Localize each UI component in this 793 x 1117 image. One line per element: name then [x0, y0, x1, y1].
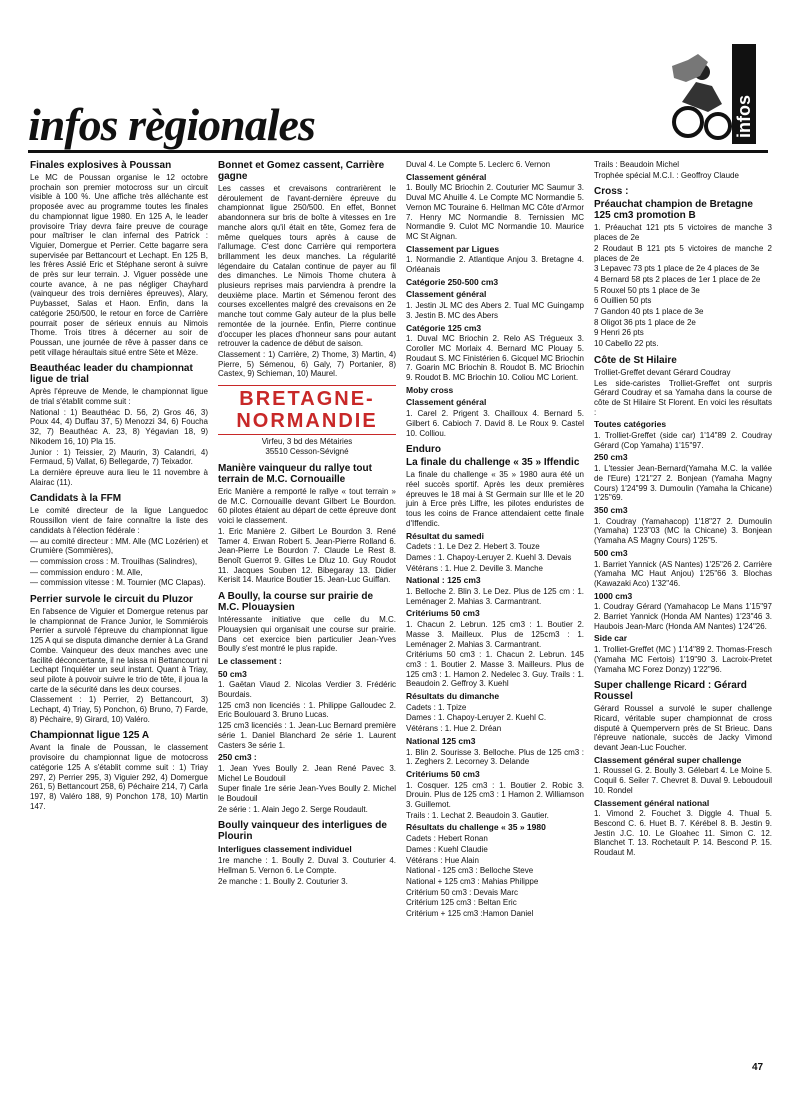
sub-heading: 250 cm3 — [594, 452, 628, 463]
sub-heading: Classement général — [406, 171, 487, 182]
article-title: A Boully, la course sur prairie de M.C. Plouaysien — [218, 591, 374, 614]
article-text: 5 Rouxel 50 pts 1 place de 3e — [594, 285, 700, 295]
article-text: National : 1) Beauthéac D. 56, 2) Gros 46, 3) Poux 44, 4) Duffau 37, 5) Menozzi 34, 6) Foucha 32, 7) Beauthéac A. 23, 8) Yégavian 18, 9) Nikodem 16, 10) Pla 15. — [30, 407, 208, 446]
article-text: Trails : Beaudoin Michel — [594, 160, 680, 169]
page-number: 47 — [752, 1062, 764, 1073]
sub-heading: 250 cm3 : — [218, 752, 257, 763]
article-text: 10 Cabello 22 pts. — [594, 339, 659, 349]
article-text: 1. Coudray (Yamahacop) 1'18"27 2. Dumoulin (Yamaha) 1'23"03 (MC la Chicane) 3. Bonjean (Yamaha AS Magny Cours) 1'25"5. — [594, 516, 772, 546]
article-text: Classement : 1) Perrier, 2) Bettancourt, 3) Lechapt, 4) Triay, 5) Ponchon, 6) Bruno, 7) Farde, 8) Péchaire, 9) Girard, 10) Valéro. — [30, 695, 208, 724]
article-text: Intéressante initiative que celle du M.C. Plouaysien qui organisait une course sur prairie. Dans cet exercice bien particulier Jean-Yves Boully s'est montré le plus rapide. — [218, 615, 396, 654]
region-banner — [218, 385, 396, 435]
article-text: 1. Duval MC Briochin 2. Relo AS Trégueux 3. Coroller MC Morlaix 4. Bernard MC Plouay 5. Roudaut S. MC Finistérien 6. Gicquel MC Briochin 7. Goarin MC Briochin 8. Roudot B. MC Briochin 9. Roudot B. MC Briochin 10. Coliou MC Lorient. — [406, 334, 584, 383]
sub-heading: Classement général super challenge — [594, 754, 742, 765]
sub-heading: Classement général national — [594, 797, 710, 808]
article-text: National + 125 cm3 : Mahias Philippe — [406, 877, 539, 886]
column-1 — [30, 160, 208, 812]
column-4 — [594, 160, 772, 859]
region-name-line-1: BRETAGNE- — [239, 388, 375, 411]
article-text: Critérium 125 cm3 : Beltan Eric — [406, 898, 517, 908]
sub-heading: Interligues classement individuel — [218, 844, 352, 855]
article-text: 1. Gaëtan Viaud 2. Nicolas Verdier 3. Frédéric Bourdais. — [218, 680, 396, 700]
article-text: Duval 4. Le Compte 5. Leclerc 6. Vernon — [406, 160, 551, 169]
sub-heading: Résultat du samedi — [406, 530, 484, 541]
article-text: 1. Cosquer. 125 cm3 : 1. Boutier 2. Robic 3. Drouin. Plus de 125 cm3 : 1 Hamon 2. Williamson 3. Guillemot. — [406, 780, 584, 810]
sub-heading: Toutes catégories — [594, 419, 667, 430]
article-text: Le MC de Poussan organise le 12 octobre prochain son premier motocross sur un circuit visible à 100 %. Une affiche très alléchante est proposée avec au programme toutes les finales du championnat ligue 1980. En 125 A, le leader provisoire Triay devra faire preuve de courage pour maîtriser le clan infernal des Patrick : Viguier, Domergue et Perrier. Cette bagarre sera supervisée par Bettancourt et Lechapt. En 125 B, les frères Assié Eric et Stéphane seront à suivre de près sur leur terrain. J. Viguer possède une courte avance, à ne pas négliger Chayhard (vainqueur des trois dernières épreuves), Alary, Puybasset, Salas et Haon. Enfin, dans la catégorie 250/500, le retour en force de Carrière pourrait poser de sérieux ennuis au Nimois Thome. Trois titres à décerner au soir de Poussan, une journée de rêve à passer dans ce petit village héraultais situé entre Sète et Mèze. — [30, 173, 208, 357]
header-rule — [28, 150, 768, 153]
article-text: 1. Vimond 2. Fouchet 3. Diggle 4. Thual 5. Bescond C. 6. Huet B. 7. Kérébel 8. B. Jestin 9. Jestin J.C. 10. Le Gloahec 11. Simon C. 12. Blanchet T. 13. Rochetault P. 14. Bescond P. 15. Roudaut M. — [594, 809, 772, 858]
article-text: 2e série : 1. Alain Jego 2. Serge Roudault. — [218, 804, 368, 814]
article-text: 1. Eric Manière 2. Gilbert Le Bourdon 3. René Tamer 4. Erwan Robert 5. Jean-Pierre Rolland 6. Jean-Pierre Le Bourdon 7. Claude Le Rest 8. Benoît Guerrot 9. Gilles Le Dluz 10. Guy Roudot 11. Jacques Souben 12. Bibegaray 13. Didier Kerisit 14. Maurice Boutier 15. Jean-Luc Guiffan. — [218, 526, 396, 585]
sub-heading: Critériums 50 cm3 — [406, 608, 480, 619]
region-name-line-2: NORMANDIE — [236, 410, 378, 433]
article-text: 9 Henri 26 pts — [594, 328, 644, 338]
sub-heading: Side car — [594, 633, 628, 644]
article-text: 1re manche : 1. Boully 2. Duval 3. Couturier 4. Hellman 5. Vernon 6. Le Compte. — [218, 856, 396, 875]
article-text: 1. Carel 2. Prigent 3. Chailloux 4. Bernard 5. Gilbert 6. Cabioch 7. David 8. Le Roux 9. Castel 10. Colliou. — [406, 409, 584, 438]
article-title: La finale du challenge « 35 » Iffendic — [406, 457, 580, 469]
article-text: Les side-caristes Trolliet-Greffet ont surpris Gérard Coudray et sa Yamaha dans la course de côte de St Hilaire St Florent. En voici les résultats : — [594, 378, 772, 417]
sub-heading: National : 125 cm3 — [406, 575, 481, 586]
sub-heading: Catégorie 125 cm3 — [406, 322, 482, 333]
article-text: Cadets : 1. Tpize — [406, 702, 467, 712]
infos-side-label: infos — [734, 95, 754, 138]
article-text: Dames : 1. Chapoy-Leruyer 2. Kuehl 3. Devais — [406, 552, 572, 562]
article-text: Avant la finale de Poussan, le classement provisoire du championnat ligue de motocross catégorie 125 A s'établit comme suit : 1) Triay 297, 2) Perrier 295, 3) Viguier 292, 4) Domergue 261, 5) Bettancourt 258, 6) Péchaire 214, 7) Carla 197, 8) Valéro 188, 9) Ponchon 178, 10) Martin 147. — [30, 743, 208, 811]
article-text: 1. Trolliet-Greffet (side car) 1'14"89 2. Coudray Gérard (Cop Yamaha) 1'15"97. — [594, 431, 772, 450]
article-text: Trophée spécial M.C.I. : Geoffroy Claude — [594, 170, 739, 180]
article-title: Boully vainqueur des interligues de Plourin — [218, 820, 387, 843]
article-text: 1. Belloche 2. Blin 3. Le Dez. Plus de 125 cm : 1. Leménager 2. Mahias 3. Carmantrant. — [406, 587, 584, 606]
article-title: Candidats à la FFM — [30, 493, 122, 505]
article-text: 1. Roussel G. 2. Boully 3. Gélebart 4. Le Moine 5. Coquil 6. Seiler 7. Chevret 8. Duval 9. Leboudouil 10. Rondel — [594, 766, 772, 795]
sub-heading: Classement par Ligues — [406, 243, 500, 254]
article-text: Super finale 1re série Jean-Yves Boully 2. Michel le Boudouil — [218, 784, 396, 804]
article-text: 1. Blin 2. Sourisse 3. Belloche. Plus de 125 cm3 : 1. Zeghers 2. Lecorney 3. Delande — [406, 747, 584, 767]
article-title: Côte de St Hilaire — [594, 354, 677, 366]
article-text: Junior : 1) Teissier, 2) Maurin, 3) Calandri, 4) Fermaud, 5) Vallat, 6) Bellegarde, 7) Teixador. — [30, 447, 208, 467]
article-text: Eric Manière a remporté le rallye « tout terrain » de M.C. Cornouaille devant Gilbert Le Bourdon. 60 pilotes étaient au départ de cette épreuve dont voici le classement. — [218, 487, 396, 526]
article-text: 1. L'tessier Jean-Bernard(Yamaha M.C. la vallée de l'Eure) 1'21"27 2. Bonjean (Yamaha Magny Cours) 1'24"99 3. Dumoulin (Yamaha la Chicane) 1'25"69. — [594, 464, 772, 503]
article-title: Finales explosives à Poussan — [30, 160, 172, 171]
sub-heading: Moby cross — [406, 384, 454, 395]
article-text: 8 Oligot 36 pts 1 place de 2e — [594, 317, 696, 327]
sub-heading: 50 cm3 — [218, 668, 247, 679]
article-text: 1. Jestin JL MC des Abers 2. Tual MC Guingamp 3. Jestin B. MC des Abers — [406, 301, 584, 320]
sub-heading: 1000 cm3 — [594, 590, 633, 601]
article-title: Super challenge Ricard : Gérard Roussel — [594, 680, 747, 703]
column-2 — [218, 160, 396, 887]
article-text: 3 Lepavec 73 pts 1 place de 2e 4 places de 3e — [594, 264, 760, 274]
page-header — [28, 60, 768, 150]
sub-heading: Catégorie 250-500 cm3 — [406, 276, 499, 287]
sub-heading: 500 cm3 — [594, 547, 628, 558]
article-text: 1. Trolliet-Greffet (MC ) 1'14"89 2. Thomas-Fresch (Yamaha MC Fertois) 1'19"90 3. Lacroix-Pretet (Yamaha MC Forez Donzy) 1'22"96. — [594, 645, 772, 674]
sub-heading: Résultats du challenge « 35 » 1980 — [406, 822, 546, 833]
article-text: 7 Gandon 40 pts 1 place de 3e — [594, 307, 704, 317]
sub-heading: Le classement : — [218, 655, 282, 666]
article-text: La dernière épreuve aura lieu le 11 novembre à Alairac (11). — [30, 467, 208, 487]
article-text: 4 Bernard 58 pts 2 places de 1er 1 place de 2e — [594, 274, 761, 284]
article-text: Trolliet-Greffet devant Gérard Coudray — [594, 367, 731, 377]
article-text: National - 125 cm3 : Belloche Steve — [406, 866, 534, 876]
article-text: — commission enduro : M. Alle, — [30, 567, 143, 577]
article-text: 1. Préauchat 121 pts 5 victoires de manche 3 places de 2e — [594, 223, 772, 243]
article-text: 1. Normandie 2. Atlantique Anjou 3. Bretagne 4. Orléanais — [406, 255, 584, 275]
article-text: 2e manche : 1. Boully 2. Couturier 3. — [218, 876, 348, 886]
article-text: 1. Chacun 2. Lebrun. 125 cm3 : 1. Boutier 2. Masse 3. Mailleux. Plus de 125cm3 : 1. Leménager 2. Mahias 3. Carmantrant. — [406, 620, 584, 649]
article-text: Dames : 1. Chapoy-Leruyer 2. Kuehl C. — [406, 713, 547, 723]
sub-heading: National 125 cm3 — [406, 735, 476, 746]
article-text: 125 cm3 non licenciés : 1. Philippe Galloudec 2. Eric Boulouard 3. Bruno Lucas. — [218, 700, 396, 720]
article-text: Gérard Roussel a survolé le super challenge Ricard, véritable super championnat de cross disputé à Quempervern près de St Brieuc. Dans l'épreuve nationale, succès de Jacky Vimond devant Jean-Luc Foucher. — [594, 704, 772, 753]
article-text: 1. Barriet Yannick (AS Nantes) 1'25"26 2. Carrière (Yamaha MC Haut Anjou) 1'25"66 3. Blochas (Kawazaki Aco) 1'32"46. — [594, 559, 772, 588]
sub-heading: Résultats du dimanche — [406, 691, 500, 702]
article-text: Dames : Kuehl Claudie — [406, 844, 488, 854]
article-title: Championnat ligue 125 A — [30, 730, 150, 742]
article-text: Après l'épreuve de Mende, le championnat ligue de trial s'établit comme suit : — [30, 387, 208, 407]
region-address-line: 35510 Cesson-Sévigné — [265, 447, 349, 457]
article-text: 1. Jean Yves Boully 2. Jean René Pavec 3. Michel Le Boudouil — [218, 763, 396, 783]
article-text: 6 Ouillien 50 pts — [594, 296, 652, 306]
sub-heading: 350 cm3 — [594, 504, 628, 515]
article-text: Vétérans : 1. Hue 2. Deville 3. Manche — [406, 563, 543, 573]
sub-heading: Classement général — [406, 397, 487, 408]
article-text: — commission vitesse : M. Tournier (MC Clapas). — [30, 578, 206, 588]
article-text: Critérium + 125 cm3 :Hamon Daniel — [406, 909, 534, 919]
motocross-rider-icon — [668, 42, 758, 150]
article-kicker: Enduro — [406, 444, 441, 456]
article-title: Bonnet et Gomez cassent, Carrière gagne — [218, 160, 385, 182]
article-text: 1. Coudray Gérard (Yamahacop Le Mans 1'15"97 2. Barriet Yannick (Honda AM Nantes) 1'23"46 3. Haubois Jean-Marc (Honda AM Nantes) 1'24"26. — [594, 602, 772, 631]
article-text: La finale du challenge « 35 » 1980 aura été un réel succès sportif. Après les deux premières épreuves le 18 mai à St Germain sur Ille et le 20 juin à Erce près Liffre, les pilotes enduristes de tous les coins de France attendaient cette finale d'Iffendic. — [406, 470, 584, 528]
article-text: Trails : 1. Lechat 2. Beaudoin 3. Gautier. — [406, 810, 549, 820]
article-text: Cadets : 1. Le Dez 2. Hebert 3. Touze — [406, 542, 540, 552]
article-title: Beauthéac leader du championnat ligue de trial — [30, 363, 193, 386]
region-address — [218, 437, 396, 457]
article-text: 1. Boully MC Briochin 2. Couturier MC Saumur 3. Duval MC Ahuille 4. Le Compte MC Normandie 5. Vernon MC Touraine 6. Hellman MC Côte d'Armor 7. Henry MC Normandie 8. Ternissien MC Normandie 9. Culot MC Normandie 10. Maurice MC St Aignan. — [406, 183, 584, 241]
region-address-line: Virfeu, 3 bd des Métairies — [261, 437, 353, 447]
article-text: Vétérans : Hue Alain — [406, 855, 479, 865]
article-text: Le comité directeur de la ligue Languedoc Roussillon vient de faire connaître la liste des candidats à l'élection fédérale : — [30, 506, 208, 535]
article-kicker: Cross : — [594, 186, 629, 198]
article-text: 125 cm3 licenciés : 1. Jean-Luc Bernard première série 1. Daniel Blanchard 2e série 1. Laurent Casters 3e série 1. — [218, 721, 396, 750]
article-text: — au comité directeur : MM. Alle (MC Lozérien) et Crumière (Sommières), — [30, 536, 208, 556]
article-text: Vétérans : 1. Hue 2. Dréan — [406, 724, 502, 734]
article-title: Préauchat champion de Bretagne 125 cm3 promotion B — [594, 199, 753, 222]
article-text: Cadets : Hebert Ronan — [406, 834, 488, 844]
section-title: infos règionales — [28, 99, 315, 150]
article-text: Critériums 50 cm3 : 1. Chacun 2. Lebrun. 145 cm3 : 1. Boutier 2. Masse 3. Mailleurs. Plus de 125 cm3 : 1. Hamon 2. Nedelec 3. Guy. Trails : 1. Beaudoin 2. Geffroy 3. Kuehl — [406, 650, 584, 689]
article-title: Manière vainqueur du rallye tout terrain de M.C. Cornouaille — [218, 463, 372, 486]
article-text: Les casses et crevaisons contrarièrent le déroulement de l'avant-dernière épreuve du championnat ligue 250/500. En effet, Bonnet abandonnera sur bris de boîte à vitesses en 1re manche alors qu'il était en tête, Gomez fera de même quelques tours après à cause de l'allumage. C'est donc Carrière qui remportera brillamment les deux manches. La régularité légendaire du Catalan continue de payer au fil des dimanches. Le Nimois Thome chutera à plusieurs reprises mais parviendra à prendre la deuxième place. Martin et Sémenou feront des courses excellentes malgré des crevaisons en 2e manche tout comme Galy auteur de la plus belle remontée de la journée. Enfin, Pierre continue d'occuper les places d'honneur sans pour autant retrouver la cadence de début de saison. — [218, 184, 396, 349]
article-text: En l'absence de Viguier et Domergue retenus par le championnat de France Junior, le Sommiérois Perrier a survolé l'épreuve du championnat ligue 125 A qui se disputa dimanche dernier à La Grand Combe. Vainqueur des deux manches avec une facilité déconcertante, il ne laissa ni Bettancourt ni Lechapt l'inquiéter un seul instant. Quant à Triay, seul pilote à pouvoir suivre le trio de tête, il joua la carte de la sécurité dans les deux courses. — [30, 607, 208, 694]
article-text: Critérium 50 cm3 : Devais Marc — [406, 887, 519, 897]
column-3 — [406, 160, 584, 920]
article-text: — commission cross : M. Trouilhas (Salindres), — [30, 556, 198, 566]
article-text: Classement : 1) Carrière, 2) Thome, 3) Martin, 4) Pierre, 5) Sémenou, 6) Galy, 7) Portanier, 8) Castex, 9) Schieman, 10) Maurel. — [218, 349, 396, 379]
article-title: Perrier survole le circuit du Pluzor — [30, 594, 193, 606]
sub-heading: Classement général — [406, 289, 487, 300]
article-text: 2 Roudaut B 121 pts 5 victoires de manche 2 places de 2e — [594, 243, 772, 263]
sub-heading: Critériums 50 cm3 — [406, 768, 480, 779]
